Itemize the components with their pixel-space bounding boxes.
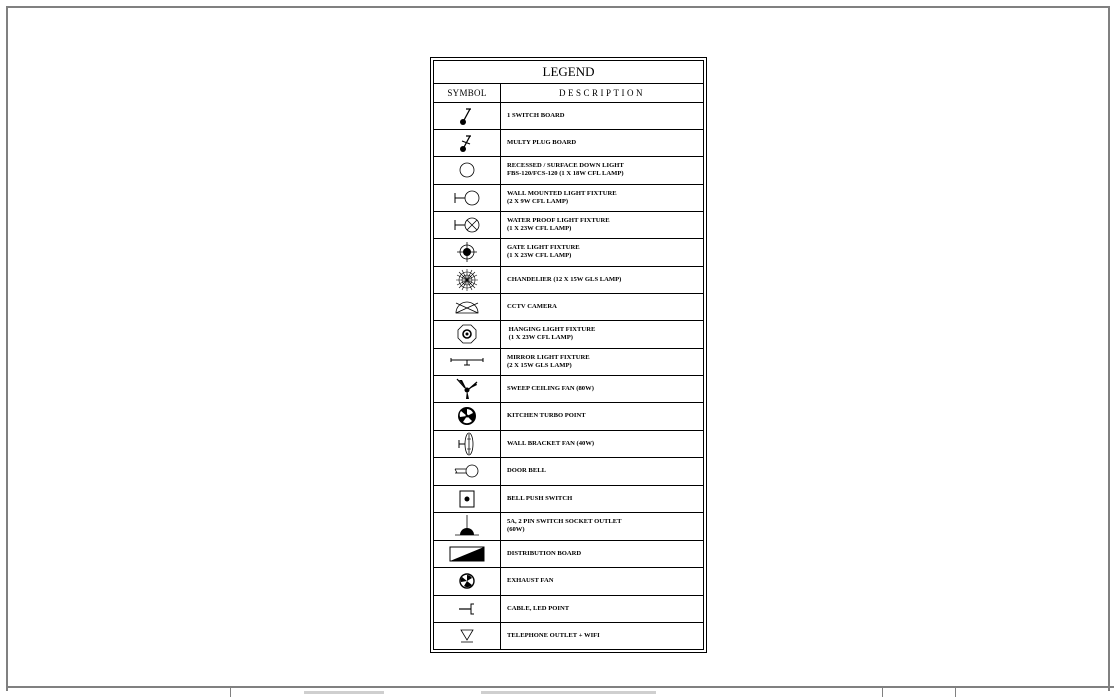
door-bell-icon: [434, 458, 500, 485]
legend-row: [434, 185, 703, 212]
water-proof-light-icon: [434, 212, 500, 239]
description-line: (1 X 23W CFL LAMP): [507, 224, 572, 232]
legend-description: [507, 267, 699, 293]
drawing-sheet: [6, 6, 1110, 691]
cctv-camera-icon: [434, 294, 500, 321]
legend-row: [434, 376, 703, 404]
title-block: [6, 686, 1114, 695]
legend-description: [507, 185, 699, 211]
description-line: (2 X 15W GLS LAMP): [507, 361, 572, 369]
legend-description: [507, 130, 699, 157]
description-line: CCTV CAMERA: [507, 302, 557, 310]
ceiling-fan-icon: [434, 376, 500, 403]
description-line: CABLE, LED POINT: [507, 604, 570, 612]
symbol-header: SYMBOL: [447, 88, 487, 98]
description-line: MIRROR LIGHT FIXTURE: [507, 353, 590, 361]
description-line: RECESSED / SURFACE DOWN LIGHT: [507, 162, 624, 170]
legend-description: [507, 431, 699, 458]
description-line: (1 X 23W CFL LAMP): [507, 252, 572, 260]
wall-mounted-light-icon: [434, 185, 500, 211]
description-line: DOOR BELL: [507, 467, 547, 475]
legend-row: [434, 403, 703, 431]
legend-row: [434, 513, 703, 541]
legend-row: [434, 623, 703, 649]
legend-description: [507, 513, 699, 540]
description-line: SWEEP CEILING FAN (80W): [507, 384, 594, 392]
description-line: WALL MOUNTED LIGHT FIXTURE: [507, 189, 617, 197]
legend-row: [434, 239, 703, 267]
legend-description: [507, 349, 699, 375]
wall-bracket-fan-icon: [434, 431, 500, 458]
description-header: DESCRIPTION: [558, 88, 645, 98]
description-line: BELL PUSH SWITCH: [507, 494, 573, 502]
legend-row: [434, 294, 703, 322]
title-block-divider: [230, 688, 231, 697]
legend-description: [507, 157, 699, 184]
title-block-text: [481, 691, 656, 694]
description-line: MULTY PLUG BOARD: [507, 138, 577, 146]
description-line: DISTRIBUTION BOARD: [507, 549, 582, 557]
legend-row: [434, 568, 703, 596]
description-line: (1 X 23W CFL LAMP): [507, 334, 573, 342]
legend-description: [507, 103, 699, 129]
legend-description: [507, 623, 699, 649]
switch-board-icon: [434, 103, 500, 129]
legend-row: [434, 486, 703, 514]
gate-light-icon: [434, 239, 500, 266]
description-line: WALL BRACKET FAN (40W): [507, 439, 595, 447]
title-block-divider: [955, 688, 956, 697]
socket-outlet-icon: [434, 513, 500, 540]
distribution-board-icon: [434, 541, 500, 568]
description-line: (60W): [507, 526, 525, 534]
legend-title: LEGEND: [434, 61, 703, 84]
legend-row: [434, 458, 703, 486]
legend-description: [507, 541, 699, 568]
legend-description: [507, 321, 699, 348]
legend-description: [507, 596, 699, 623]
description-line: CHANDELIER (12 X 15W GLS LAMP): [507, 275, 622, 283]
title-block-divider: [882, 688, 883, 697]
legend-inner-frame: [433, 60, 704, 650]
description-line: KITCHEN TURBO POINT: [507, 412, 586, 420]
turbo-point-icon: [434, 403, 500, 430]
cable-led-point-icon: [434, 596, 500, 623]
legend-row: [434, 103, 703, 130]
legend-row: [434, 157, 703, 185]
legend-description: [507, 294, 699, 321]
legend-row: [434, 321, 703, 349]
chandelier-icon: [434, 267, 500, 293]
legend-row: [434, 596, 703, 624]
description-line: GATE LIGHT FIXTURE: [507, 244, 580, 252]
description-line: 1 SWITCH BOARD: [507, 111, 565, 119]
legend-header-row: [434, 84, 703, 103]
hanging-light-icon: [434, 321, 500, 348]
legend-table: [430, 57, 707, 653]
legend-row: [434, 130, 703, 158]
legend-row: [434, 267, 703, 294]
description-line: FBS-120/FCS-120 (1 X 18W CFL LAMP): [507, 170, 624, 178]
description-line: HANGING LIGHT FIXTURE: [507, 326, 596, 334]
title-block-text: [304, 691, 384, 694]
description-line: WATER PROOF LIGHT FIXTURE: [507, 216, 610, 224]
legend-description: [507, 239, 699, 266]
description-line: TELEPHONE OUTLET + WIFI: [507, 632, 600, 639]
telephone-outlet-icon: [434, 623, 500, 649]
down-light-icon: [434, 157, 500, 184]
multi-plug-board-icon: [434, 130, 500, 157]
bell-push-switch-icon: [434, 486, 500, 513]
legend-row: [434, 541, 703, 569]
legend-description: [507, 568, 699, 595]
legend-description: [507, 212, 699, 239]
legend-row: [434, 349, 703, 376]
mirror-light-icon: [434, 349, 500, 375]
legend-description: [507, 486, 699, 513]
legend-row: [434, 431, 703, 459]
legend-description: [507, 376, 699, 403]
description-line: 5A, 2 PIN SWITCH SOCKET OUTLET: [507, 518, 622, 526]
exhaust-fan-icon: [434, 568, 500, 595]
legend-description: [507, 403, 699, 430]
description-line: EXHAUST FAN: [507, 577, 554, 585]
legend-description: [507, 458, 699, 485]
legend-row: [434, 212, 703, 240]
description-line: (2 X 9W CFL LAMP): [507, 197, 569, 205]
